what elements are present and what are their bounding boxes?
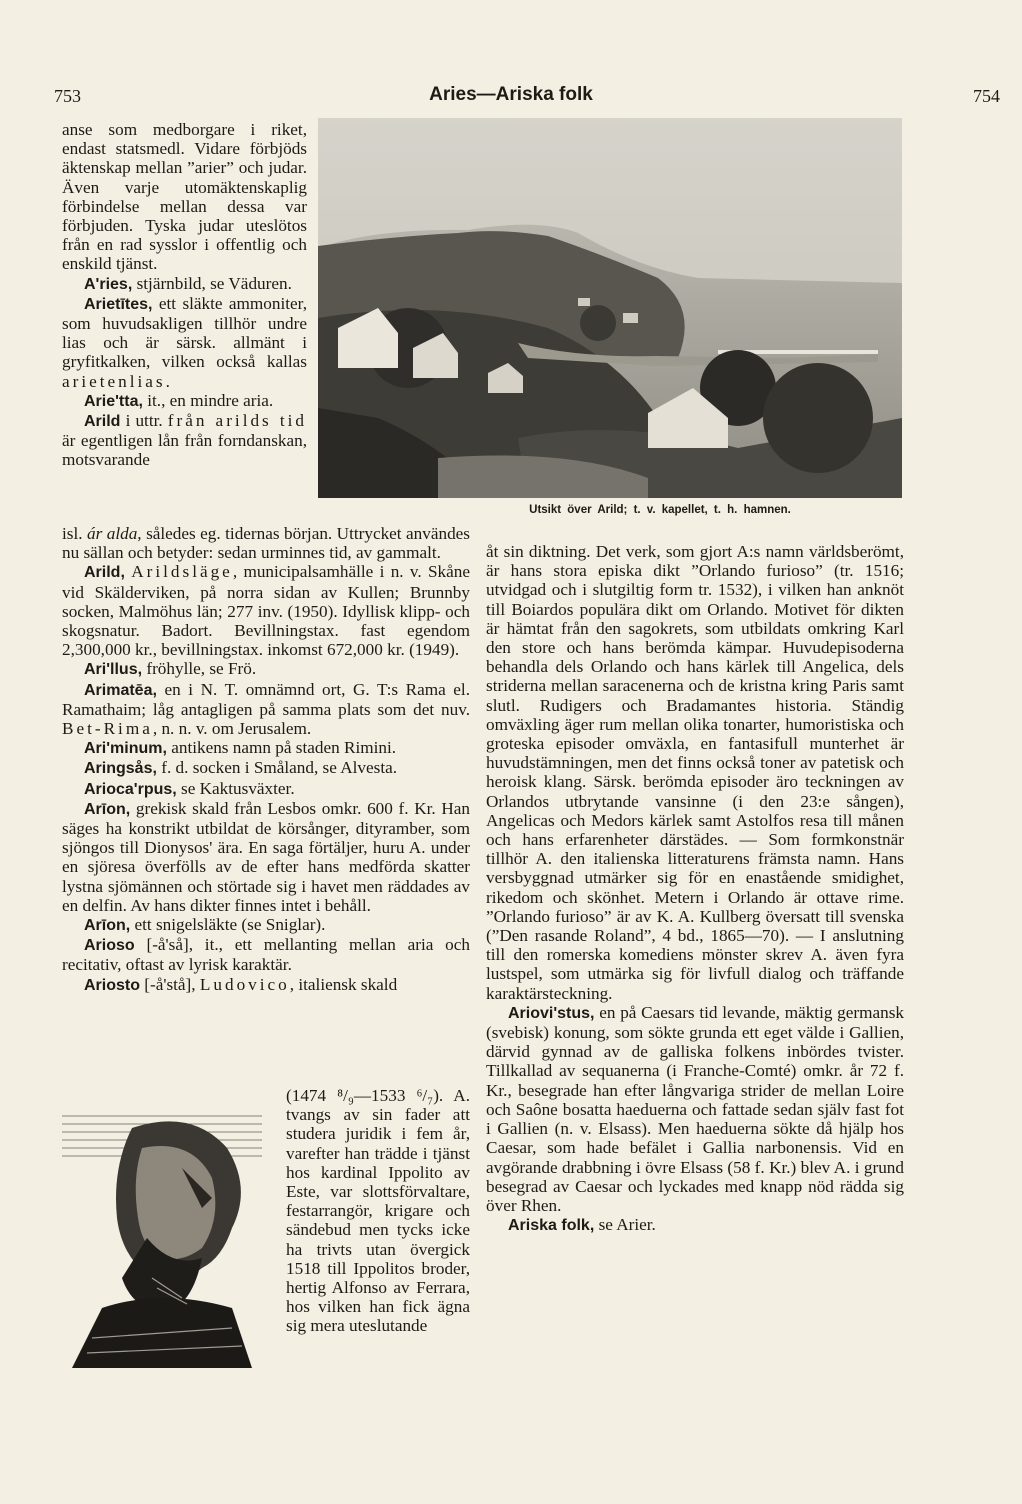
entry-spaced-text: Ludovico [199, 974, 290, 994]
entry-text: åt sin diktning. Det verk, som gjort A:s namn världsberömt, är hans stora episka dikt ”Orlando furioso” (tr. 1516; utvidgad och i slutgiltig form tr. 1532), i vilken han anknöt till Boiardos populära dikt om Orlando. Motivet för dikten är hämtat från den sagokrets, som utbildats omkring Karl den store och hans berömda kämpar. Huvudepisoderna behandla dels Orlando och hans kärlek till Angelica, dels striderna mellan saracenerna och de kristna kring Paris samt slutl. Rudigers och Bradamantes historia. Ständig omväxling äger rum mellan olika tonarter, humoristiska och groteska episoder omväxla, en fantasifull munterhet är huvudstämningen, men det finns också toner av patetisk och heroisk klang. Särsk. berömda episoder äro teckningen av Orlandos utbrytande vansinne (i den 23:e sången), Angelicas och Medors kärlek samt Astolfos resa till månen och hans erfarenheter därstädes. — Som formkonstnär tillhör A. den italienska litteraturens främsta namn. Hans versbyggnad utmärker sig för en enastående smidighet, rikedom och skönhet. Metern i Orlando är ottave rime. ”Orlando furioso” är av K. A. Kullberg översatt till svenska (”Den rasande Roland”, 4 bd., 1865—70). — I anslutning till den romerska komediens mönster skrev A. även fyra lustspel, som utmärka sig för livfull dialog och träffande karaktärsteckning. [486, 542, 904, 1003]
encyclopedia-entry [62, 274, 307, 294]
ariosto-portrait [62, 1108, 262, 1368]
page-number-left: 753 [54, 86, 81, 106]
encyclopedia-entry [62, 758, 470, 778]
page-number-right: 754 [973, 86, 1000, 106]
entry-headword: Arīon, [84, 800, 131, 818]
entry-text: i uttr. [120, 411, 168, 431]
encyclopedia-entry [62, 120, 307, 274]
landscape-illustration [318, 118, 902, 498]
encyclopedia-entry [62, 294, 307, 391]
entry-text: [-å'stå], [140, 974, 200, 994]
left-column-top [62, 120, 307, 470]
entry-text: it., en mindre aria. [142, 390, 274, 410]
encyclopedia-entry [486, 542, 904, 1003]
entry-text: fröhylle, se Frö. [142, 659, 257, 679]
entry-spaced-text: arietenlias [62, 371, 166, 391]
entry-headword: Arīon, [84, 917, 131, 935]
running-title: Aries—Ariska folk [429, 84, 593, 105]
ariosto-engraving [62, 1108, 262, 1368]
encyclopedia-entry [62, 411, 307, 470]
entry-text: se Arier. [594, 1215, 656, 1235]
encyclopedia-entry [62, 935, 470, 974]
right-column [486, 542, 904, 1235]
entry-text: , municipalsamhälle i n. v. Skåne vid Skälderviken, på norra sidan av Kullen; Brunnby socken, Malmöhus län; 277 inv. (1950). Idyllisk klipp- och skogsnatur. Badort. Bevillningstax. fast egendom 2,300,000 kr., bevillningstax. inkomst 672,000 kr. (1949). [62, 562, 471, 660]
entry-headword: Ariosto [84, 976, 140, 994]
entry-text: [-å'så], it., ett mellanting mellan aria och recitativ, oftast av lyrisk karaktär. [62, 935, 470, 975]
encyclopedia-entry [62, 562, 470, 659]
entry-headword: Ari'minum, [84, 740, 167, 758]
entry-text: ett snigelsläkte (se Sniglar). [130, 915, 326, 935]
entry-text: isl. [62, 524, 87, 543]
entry-text: en på Caesars tid levande, mäktig germansk (svebisk) konung, som sökte grunda ett eget välde i Gallien, därvid gynnad av de galliska folkens inbördes tvister. Tillkallad av sequanerna (i Franche-Comté) omkr. år 72 f. Kr., besegrade han efter långvariga strider de mellan Loire och Saône bosatta haeduerna och fattade sedan själv fast fot i Gallien (n. v. Elsass). Men haeduerna sökte då hjälp hos Caesar, som hade befälet i Gallia narbonensis. Vid en avgörande drabbning i övre Elsass (58 f. Kr.) blev A. i grund besegrad av Caesar och lyckades med knapp nöd rädda sig över Rhen. [486, 1002, 904, 1215]
entry-headword: Arimatēa, [84, 681, 157, 699]
entry-headword: Arioca'rpus, [84, 780, 177, 798]
entry-headword: Arie'tta, [84, 392, 143, 410]
entry-headword: Arild [84, 413, 121, 431]
entry-text: , n. n. v. om Jerusalem. [152, 719, 312, 739]
encyclopedia-entry [486, 1215, 904, 1235]
encyclopedia-entry [62, 738, 470, 758]
ariosto-continuation-text: (1474 ⁸/₉—1533 ⁶/₇). A. tvangs av sin fader att studera juridik i fem år, varefter han trädde i tjänst hos kardinal Ippolito av Este, var slottsförvaltare, festarrangör, krigare och sändebud men tycks icke ha trivts utan övergick 1518 till Ippolitos broder, hertig Alfonso av Ferrara, hos vilken han fick ägna sig mera uteslutande [286, 1086, 470, 1336]
encyclopedia-entry [486, 1003, 904, 1215]
encyclopedia-entry [62, 779, 470, 799]
encyclopedia-entry [62, 799, 470, 915]
entry-spaced-text: Arildsläge [131, 562, 233, 582]
entry-text: en i N. T. omnämnd ort, G. T:s Rama el. Ramathaim; låg antagligen på samma plats som det nuv. [62, 679, 470, 719]
entry-headword: Ariovi'stus, [508, 1004, 595, 1022]
arild-landscape-photo [318, 118, 902, 498]
entry-headword: A'ries, [84, 275, 133, 293]
entry-spaced-text: Bet-Rima [62, 719, 153, 739]
encyclopedia-entry [62, 915, 470, 935]
encyclopedia-entry [62, 524, 470, 562]
entry-headword: Arild, [84, 564, 125, 582]
ariosto-continuation [286, 1086, 470, 1336]
entry-text: således eg. tidernas början. Uttrycket användes nu sällan och betyder: sedan urminnes tid, av gammalt. [62, 524, 470, 563]
encyclopedia-entry [62, 975, 470, 995]
entry-headword: Ariska folk, [508, 1217, 595, 1235]
left-column-main [62, 524, 470, 995]
entry-headword: Arioso [84, 937, 135, 955]
entry-text: anse som medborgare i riket, endast statsmedl. Vidare förbjöds äktenskap mellan ”arier” och judar. Även varje utomäktenskaplig förbindelse mellan dessa var förbjuden. Tyska judar uteslötos från en rad sysslor i offentlig och enskild tjänst. [62, 120, 307, 274]
entry-italic-text: ár alda, [87, 524, 142, 543]
encyclopedia-entry [62, 659, 470, 679]
entry-text: är egentligen lån från forndanskan, motsvarande [62, 431, 307, 470]
entry-headword: Aringsås, [84, 760, 157, 778]
entry-text: antikens namn på staden Rimini. [166, 738, 397, 758]
entry-text: . [165, 371, 170, 391]
entry-headword: Ari'llus, [84, 661, 143, 679]
entry-text: grekisk skald från Lesbos omkr. 600 f. Kr. Han säges ha konstrikt utbildat de körsånger, dityramber, som sjöngos till Dionysos' ära. En saga förtäljer, huru A. under en sjöresa överfölls av de efter hans medförda skatter lystna sjömännen och störtade sig i havet men räddades av en delfin. Av hans dikter finnes intet i behåll. [62, 798, 470, 915]
entry-text: f. d. socken i Småland, se Alvesta. [156, 758, 398, 778]
entry-text: ett släkte ammoniter, som huvudsakligen tillhör undre lias och är särsk. allmänt i gryfitkalken, vilken också kallas [62, 293, 307, 372]
entry-text: , italiensk skald [289, 974, 398, 994]
entry-headword: Arietītes, [84, 295, 153, 313]
encyclopedia-entry [62, 680, 470, 739]
encyclopedia-entry [62, 391, 307, 411]
photo-caption: Utsikt över Arild; t. v. kapellet, t. h. hamnen. [529, 504, 791, 516]
entry-spaced-text: från arilds tid [167, 411, 307, 431]
entry-text: stjärnbild, se Väduren. [132, 273, 292, 293]
entry-text: se Kaktusväxter. [176, 778, 295, 798]
